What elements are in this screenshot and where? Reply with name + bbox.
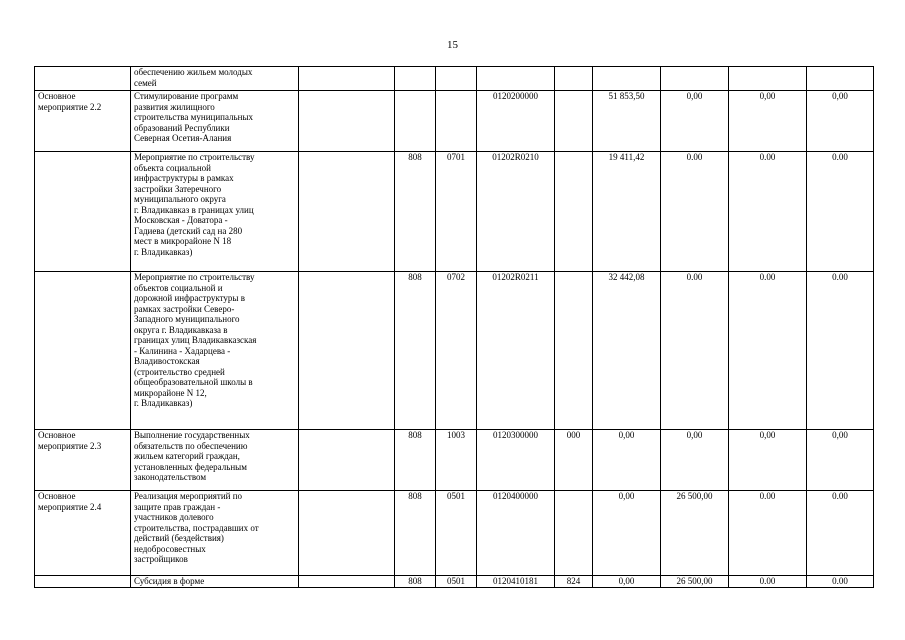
row-expense-type bbox=[555, 91, 593, 152]
row-grbs-code: 808 bbox=[395, 576, 436, 588]
row-grbs-code: 808 bbox=[395, 152, 436, 272]
table-row bbox=[35, 491, 874, 576]
row-value-3: 0.00 bbox=[729, 272, 807, 430]
row-section-code: 0701 bbox=[436, 152, 477, 272]
row-grbs-code: 808 bbox=[395, 430, 436, 491]
row-name bbox=[35, 67, 131, 91]
table-row bbox=[35, 67, 874, 91]
row-value-1: 32 442,08 bbox=[593, 272, 661, 430]
row-blank-cell bbox=[299, 491, 395, 576]
row-value-3: 0,00 bbox=[729, 91, 807, 152]
row-section-code: 0501 bbox=[436, 576, 477, 588]
row-value-3 bbox=[729, 67, 807, 91]
row-target-code: 0120410181 bbox=[477, 576, 555, 588]
page-number: 15 bbox=[447, 39, 458, 51]
row-expense-type bbox=[555, 272, 593, 430]
row-section-code bbox=[436, 91, 477, 152]
row-blank-cell bbox=[299, 152, 395, 272]
row-description: Мероприятие по строительству объекта социальной инфраструктуры в рамках застройки Затеречного муниципального округа г. Владикавказ в границах улиц Московская - Доватора - Гадиева (детский сад на 280 мест в микрорайоне N 18 г. Владикавказ) bbox=[131, 152, 299, 272]
row-value-1: 0,00 bbox=[593, 491, 661, 576]
row-value-3: 0,00 bbox=[729, 430, 807, 491]
row-value-1: 19 411,42 bbox=[593, 152, 661, 272]
table-row bbox=[35, 272, 874, 430]
row-description: Мероприятие по строительству объектов социальной и дорожной инфраструктуры в рамках застройки Северо- Западного муниципального округа г. Владикавказа в границах улиц Владикавказская - Калинина - Хадарцева - Владивостокская (строительство средней общеобразовательной школы в микрорайоне N 12, г. Владикавказ) bbox=[131, 272, 299, 430]
row-target-code: 01202R0210 bbox=[477, 152, 555, 272]
budget-table bbox=[34, 66, 874, 588]
row-value-2: 26 500,00 bbox=[661, 576, 729, 588]
row-target-code: 0120300000 bbox=[477, 430, 555, 491]
row-expense-type bbox=[555, 491, 593, 576]
row-name bbox=[35, 272, 131, 430]
row-value-4: 0.00 bbox=[807, 272, 874, 430]
table-body bbox=[35, 67, 874, 588]
row-name bbox=[35, 152, 131, 272]
table-row bbox=[35, 152, 874, 272]
row-value-3: 0.00 bbox=[729, 152, 807, 272]
row-expense-type: 824 bbox=[555, 576, 593, 588]
row-description: Выполнение государственных обязательств по обеспечению жильем категорий граждан, установленных федеральным законодательством bbox=[131, 430, 299, 491]
row-target-code bbox=[477, 67, 555, 91]
row-value-4: 0.00 bbox=[807, 576, 874, 588]
row-value-4: 0,00 bbox=[807, 430, 874, 491]
row-grbs-code bbox=[395, 67, 436, 91]
row-name: Основное мероприятие 2.2 bbox=[35, 91, 131, 152]
row-description: обеспечению жильем молодых семей bbox=[131, 67, 299, 91]
row-value-2: 26 500,00 bbox=[661, 491, 729, 576]
table-row bbox=[35, 91, 874, 152]
row-value-4: 0.00 bbox=[807, 491, 874, 576]
row-expense-type bbox=[555, 152, 593, 272]
row-name: Основное мероприятие 2.3 bbox=[35, 430, 131, 491]
row-value-1: 0,00 bbox=[593, 576, 661, 588]
row-value-1 bbox=[593, 67, 661, 91]
row-value-4: 0.00 bbox=[807, 152, 874, 272]
table-row bbox=[35, 576, 874, 588]
row-blank-cell bbox=[299, 67, 395, 91]
row-value-2: 0.00 bbox=[661, 272, 729, 430]
row-value-2: 0,00 bbox=[661, 91, 729, 152]
row-section-code bbox=[436, 67, 477, 91]
row-section-code: 0702 bbox=[436, 272, 477, 430]
row-value-2 bbox=[661, 67, 729, 91]
row-name bbox=[35, 576, 131, 588]
row-grbs-code: 808 bbox=[395, 272, 436, 430]
row-blank-cell bbox=[299, 91, 395, 152]
row-expense-type bbox=[555, 67, 593, 91]
row-value-1: 51 853,50 bbox=[593, 91, 661, 152]
row-blank-cell bbox=[299, 430, 395, 491]
row-grbs-code: 808 bbox=[395, 491, 436, 576]
row-target-code: 0120400000 bbox=[477, 491, 555, 576]
row-value-4 bbox=[807, 67, 874, 91]
row-value-1: 0,00 bbox=[593, 430, 661, 491]
row-value-2: 0.00 bbox=[661, 152, 729, 272]
row-target-code: 0120200000 bbox=[477, 91, 555, 152]
row-name: Основное мероприятие 2.4 bbox=[35, 491, 131, 576]
table-row bbox=[35, 430, 874, 491]
row-value-3: 0.00 bbox=[729, 576, 807, 588]
row-description: Субсидия в форме bbox=[131, 576, 299, 588]
row-section-code: 0501 bbox=[436, 491, 477, 576]
row-blank-cell bbox=[299, 272, 395, 430]
row-value-2: 0,00 bbox=[661, 430, 729, 491]
row-description: Стимулирование программ развития жилищного строительства муниципальных образований Республики Северная Осетия-Алания bbox=[131, 91, 299, 152]
row-description: Реализация мероприятий по защите прав граждан - участников долевого строительства, пострадавших от действий (бездействия) недобросовестных застройщиков bbox=[131, 491, 299, 576]
row-expense-type: 000 bbox=[555, 430, 593, 491]
row-target-code: 01202R0211 bbox=[477, 272, 555, 430]
row-grbs-code bbox=[395, 91, 436, 152]
row-blank-cell bbox=[299, 576, 395, 588]
row-value-3: 0.00 bbox=[729, 491, 807, 576]
row-value-4: 0,00 bbox=[807, 91, 874, 152]
row-section-code: 1003 bbox=[436, 430, 477, 491]
